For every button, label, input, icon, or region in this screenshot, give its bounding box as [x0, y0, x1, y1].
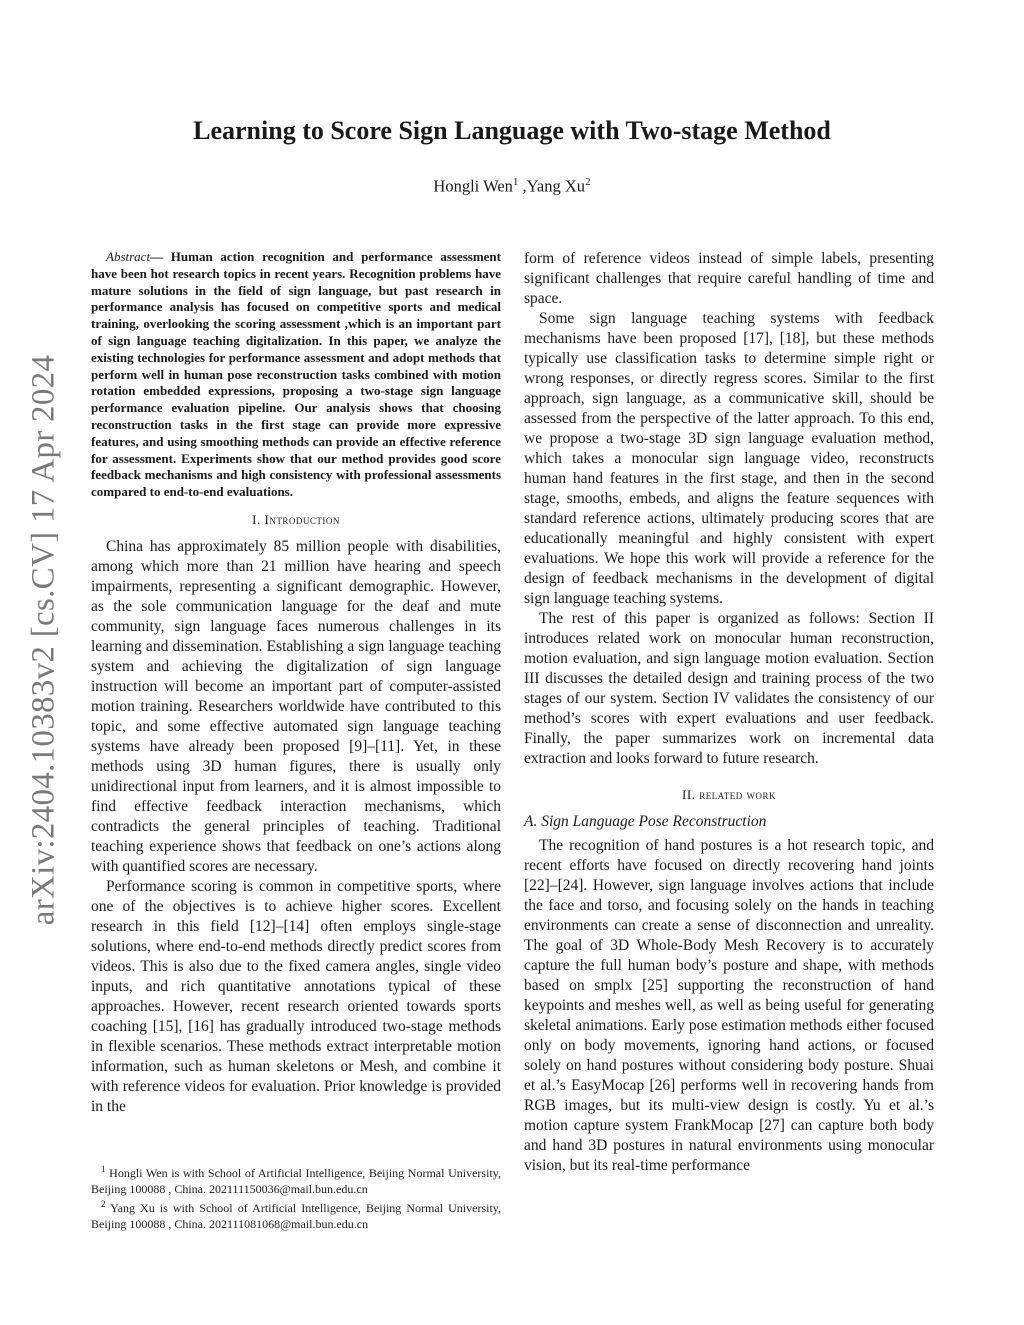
section-2-numeral: II. — [682, 787, 696, 802]
intro-paragraph-3: Some sign language teaching systems with feedback mechanisms have been proposed [17], [18], but these methods typically use classification tasks to determine simple right or wrong responses, or directly regress scores. Similar to the first approach, sign language, as a communicative skill, should be assessed from the perspective of the latter approach. To this end, we propose a two-stage 3D sign language evaluation method, which takes a monocular sign language video, reconstructs human hand features in the first stage, and then in the second stage, smooths, embeds, and aligns the feature sequences with standard reference actions, ultimately producing scores that are educationally meaningful and highly consistent with expert evaluations. We hope this work will provide a reference for the design of feedback mechanisms in the development of digital sign language teaching systems. — [524, 310, 934, 607]
section-heading-introduction — [91, 510, 501, 530]
section-1-numeral: I. — [252, 511, 261, 527]
author-2-mark: 2 — [585, 176, 591, 188]
intro-paragraph-1: China has approximately 85 million people with disabilities, among which more than 21 million have hearing and speech impairments, representing a significant demographic. However, as the sole communication language for the deaf and mute community, sign language faces numerous challenges in its learning and dissemination. Establishing a sign language teaching system and achieving the digitalization of sign language instruction will become an important part of computer-assisted motion training. Researchers worldwide have contributed to this topic, and some effective automated sign language teaching systems have already been proposed [9]–[11]. Yet, in these methods using 3D human figures, there is usually only unidirectional input from learners, and it is almost impossible to find effective feedback interaction mechanisms, which contradicts the general principles of teaching. Traditional teaching experience shows that feedback on one’s actions along with quantified scores are necessary. — [91, 537, 501, 875]
left-column — [91, 249, 501, 1117]
abstract-label: Abstract — [106, 249, 151, 264]
arxiv-identifier: arXiv:2404.10383v2 [cs.CV] 17 Apr 2024 — [25, 354, 62, 926]
footnote-2 — [91, 1197, 501, 1232]
section-2-title: related work — [699, 787, 776, 802]
abstract — [91, 249, 501, 501]
author-1-mark: 1 — [512, 176, 519, 188]
intro-paragraph-2: Performance scoring is common in competitive sports, where one of the objectives is to achieve higher scores. Excellent research in this field [12]–[14] often employs single-stage solutions, where end-to-end methods directly predict scores from videos. This is also due to the fixed camera angles, single video inputs, and rich quantitative annotations typical of these approaches. However, recent research oriented towards sports coaching [15], [16] has gradually introduced two-stage methods in flexible scenarios. These methods extract interpretable motion information, such as human skeletons or Mesh, and combine it with reference videos for evaluation. Prior knowledge is provided in the — [91, 877, 501, 1115]
section-1-title: Introduction — [264, 511, 340, 527]
author-2-name: ,Yang Xu — [518, 176, 586, 196]
related-work-paragraph: The recognition of hand postures is a hot research topic, and recent efforts have focused on directly recovering hand joints [22]–[24]. However, sign language involves actions that include the face and torso, and focusing solely on the hands in teaching environments can create a sense of disconnection and unreality. The goal of 3D Whole-Body Mesh Recovery is to accurately capture the full human body’s posture and shape, with methods based on smplx [25] supporting the reconstruction of hand keypoints and meshes well, as well as being useful for generating skeletal animations. Early pose estimation methods either focused only on body movements, ignoring hand actions, or focused solely on hand postures without considering body posture. Shuai et al.’s EasyMocap [26] performs well in recovering hands from RGB images, but its multi-view design is costly. Yu et al.’s motion capture system FrankMocap [27] can capture both body and hand 3D postures in natural environments using monocular vision, but its real-time performance — [524, 837, 934, 1174]
subsection-heading: A. Sign Language Pose Reconstruction — [524, 813, 767, 830]
footnote-1 — [91, 1162, 501, 1197]
right-column — [524, 249, 934, 1176]
footnote-1-text: Hongli Wen is with School of Artificial Intelligence, Beijing Normal University, Beijing 100088 , China. 202111150036@mail.bun.edu.cn — [91, 1166, 501, 1196]
footnote-2-mark: 2 — [101, 1199, 106, 1209]
paper-title: Learning to Score Sign Language with Two-stage Method — [193, 116, 831, 145]
arxiv-sidebar — [22, 345, 66, 935]
abstract-text: — Human action recognition and performance assessment have been hot research topics in recent years. Recognition problems have mature solutions in the field of sign language, but past research in performance analysis has focused on competitive sports and medical training, overlooking the scoring assessment ,which is an important part of sign language teaching digitalization. In this paper, we analyze the existing technologies for performance assessment and adopt methods that perform well in human pose reconstruction tasks combined with motion rotation embedded expressions, proposing a two-stage sign language performance evaluation pipeline. Our analysis shows that choosing reconstruction tasks in the first stage can provide more expressive features, and using smoothing methods can provide an effective reference for assessment. Experiments show that our method provides good score feedback mechanisms and high consistency with professional assessments compared to end-to-end evaluations. — [91, 249, 501, 500]
intro-paragraph-4: The rest of this paper is organized as follows: Section II introduces related work on monocular human reconstruction, motion evaluation, and sign language motion evaluation. Section III discusses the detailed design and training process of the two stages of our system. Section IV validates the consistency of our method’s scores with expert evaluations and user feedback. Finally, the paper summarizes work on incremental data extraction and looks forward to future research. — [524, 610, 934, 767]
author-line — [0, 176, 1024, 197]
footnote-2-text: Yang Xu is with School of Artificial Intelligence, Beijing Normal University, Beijing 100088 , China. 202111081068@mail.bun.edu.cn — [91, 1201, 502, 1231]
footnotes — [91, 1162, 501, 1232]
footnote-1-mark: 1 — [101, 1164, 106, 1174]
intro-paragraph-2-continued: form of reference videos instead of simple labels, presenting significant challenges that require careful handling of time and space. — [524, 250, 934, 307]
author-1-name: Hongli Wen — [433, 176, 513, 196]
section-heading-related-work — [524, 785, 934, 805]
